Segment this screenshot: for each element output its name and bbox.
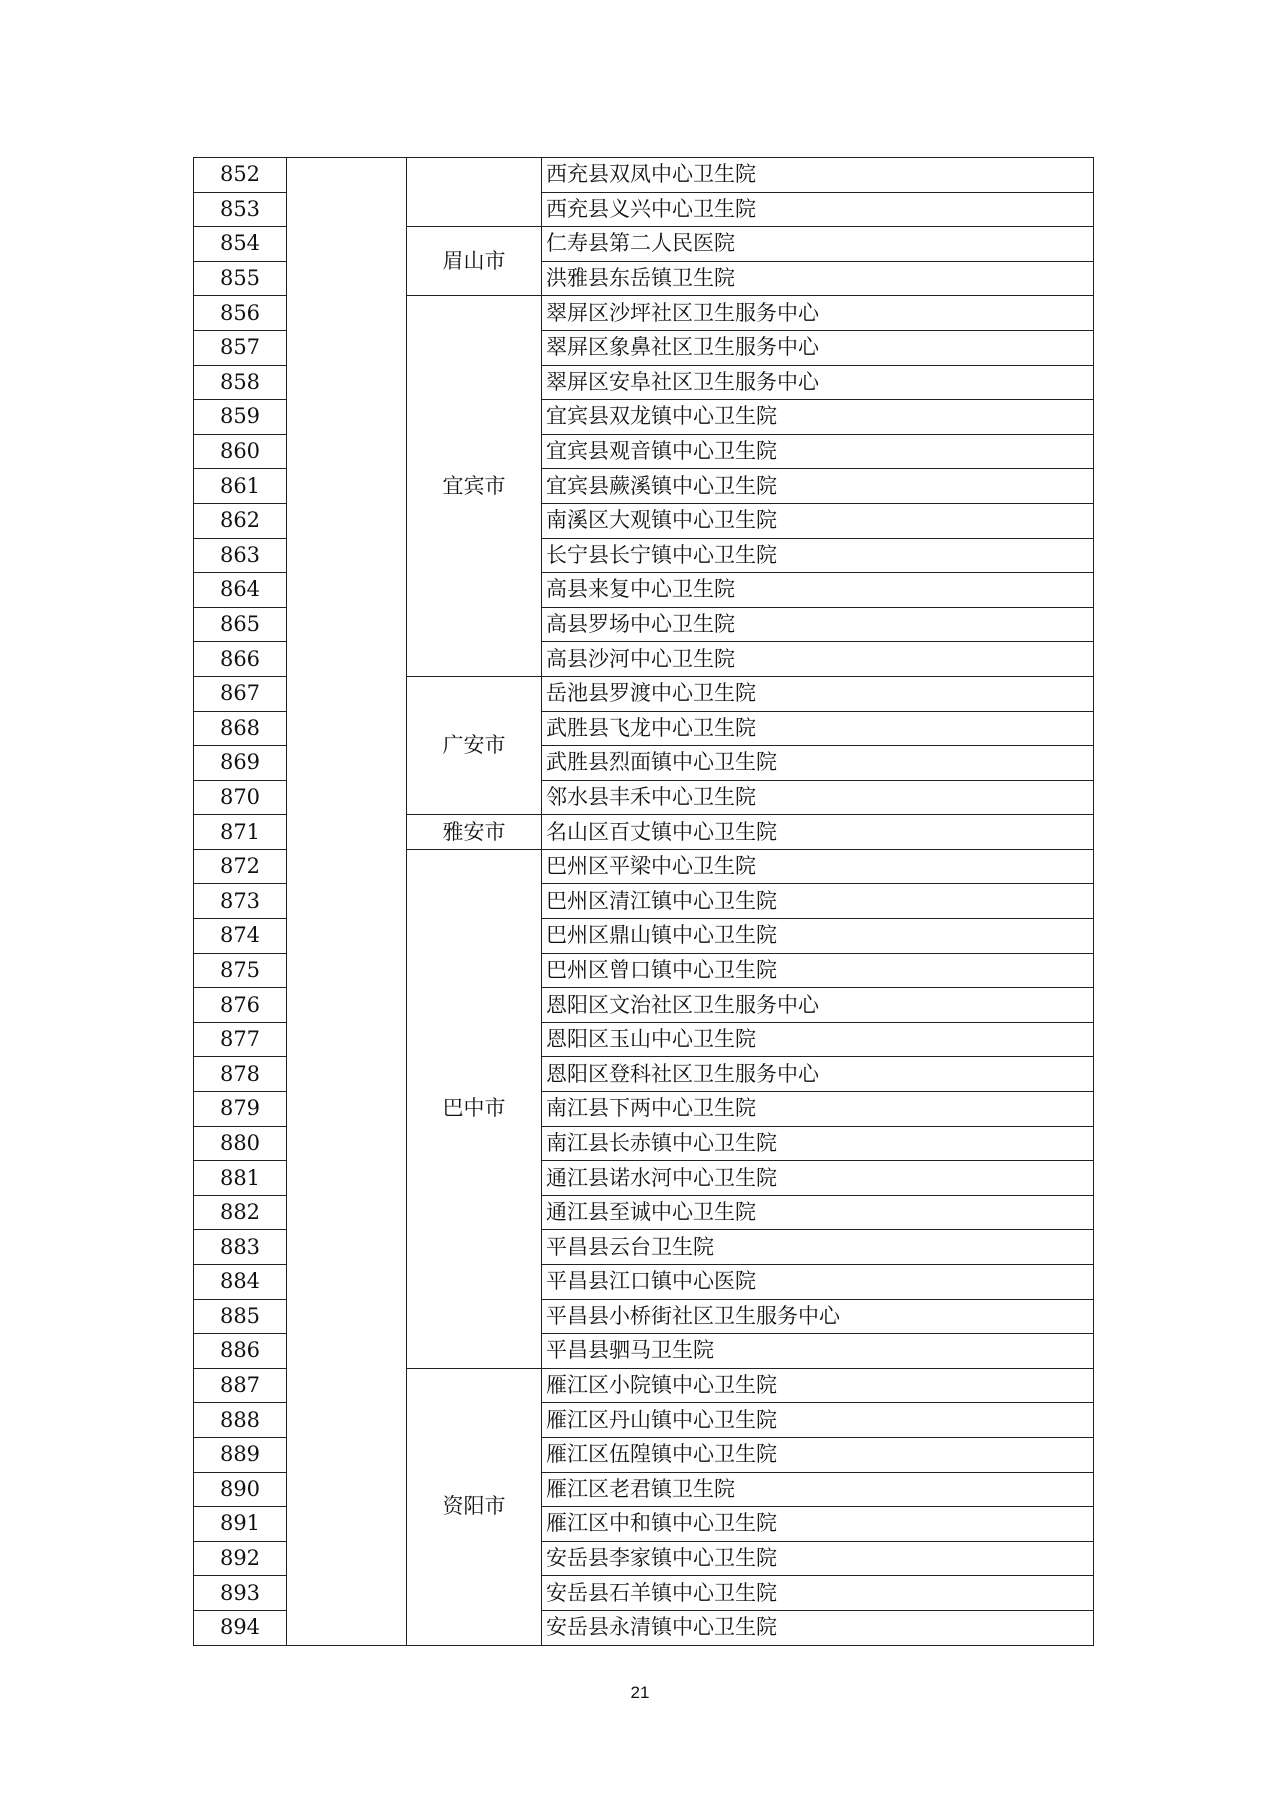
city-cell: 眉山市 [407, 227, 542, 296]
row-number: 885 [194, 1299, 287, 1334]
table-body [194, 158, 1094, 1646]
institution-name: 平昌县小桥街社区卫生服务中心 [542, 1299, 1094, 1334]
institution-name: 岳池县罗渡中心卫生院 [542, 676, 1094, 711]
row-number: 862 [194, 503, 287, 538]
province-cell [287, 158, 407, 1646]
row-number: 872 [194, 849, 287, 884]
row-number: 865 [194, 607, 287, 642]
row-number: 887 [194, 1368, 287, 1403]
row-number: 892 [194, 1541, 287, 1576]
row-number: 855 [194, 261, 287, 296]
row-number: 894 [194, 1610, 287, 1645]
institution-name: 平昌县云台卫生院 [542, 1230, 1094, 1265]
institution-name: 高县来复中心卫生院 [542, 573, 1094, 608]
row-number: 888 [194, 1403, 287, 1438]
city-cell: 资阳市 [407, 1368, 542, 1645]
row-number: 853 [194, 192, 287, 227]
institution-name: 翠屏区安阜社区卫生服务中心 [542, 365, 1094, 400]
city-cell: 广安市 [407, 676, 542, 814]
institution-name: 雁江区小院镇中心卫生院 [542, 1368, 1094, 1403]
institution-name: 平昌县江口镇中心医院 [542, 1265, 1094, 1300]
institution-name: 通江县至诚中心卫生院 [542, 1195, 1094, 1230]
row-number: 859 [194, 400, 287, 435]
row-number: 860 [194, 434, 287, 469]
row-number: 880 [194, 1126, 287, 1161]
institution-name: 巴州区平梁中心卫生院 [542, 849, 1094, 884]
institution-name: 巴州区清江镇中心卫生院 [542, 884, 1094, 919]
institution-name: 恩阳区玉山中心卫生院 [542, 1022, 1094, 1057]
institution-name: 洪雅县东岳镇卫生院 [542, 261, 1094, 296]
institution-name: 武胜县飞龙中心卫生院 [542, 711, 1094, 746]
row-number: 873 [194, 884, 287, 919]
row-number: 858 [194, 365, 287, 400]
city-cell: 雅安市 [407, 815, 542, 850]
institution-name: 翠屏区沙坪社区卫生服务中心 [542, 296, 1094, 331]
institution-name: 雁江区中和镇中心卫生院 [542, 1507, 1094, 1542]
city-cell: 巴中市 [407, 849, 542, 1368]
institution-name: 西充县双凤中心卫生院 [542, 158, 1094, 193]
row-number: 875 [194, 953, 287, 988]
row-number: 857 [194, 330, 287, 365]
row-number: 854 [194, 227, 287, 262]
institution-name: 宜宾县双龙镇中心卫生院 [542, 400, 1094, 435]
institution-name: 邻水县丰禾中心卫生院 [542, 780, 1094, 815]
row-number: 863 [194, 538, 287, 573]
row-number: 871 [194, 815, 287, 850]
row-number: 874 [194, 919, 287, 954]
row-number: 884 [194, 1265, 287, 1300]
row-number: 867 [194, 676, 287, 711]
institution-name: 通江县诺水河中心卫生院 [542, 1161, 1094, 1196]
institution-name: 仁寿县第二人民医院 [542, 227, 1094, 262]
row-number: 889 [194, 1437, 287, 1472]
institution-name: 巴州区曾口镇中心卫生院 [542, 953, 1094, 988]
row-number: 864 [194, 573, 287, 608]
institution-name: 雁江区丹山镇中心卫生院 [542, 1403, 1094, 1438]
institution-name: 安岳县永清镇中心卫生院 [542, 1610, 1094, 1645]
row-number: 893 [194, 1576, 287, 1611]
institution-name: 西充县义兴中心卫生院 [542, 192, 1094, 227]
institution-name: 南溪区大观镇中心卫生院 [542, 503, 1094, 538]
row-number: 856 [194, 296, 287, 331]
institution-name: 雁江区伍隍镇中心卫生院 [542, 1437, 1094, 1472]
institution-name: 恩阳区登科社区卫生服务中心 [542, 1057, 1094, 1092]
table-row [194, 158, 1094, 193]
institution-name: 巴州区鼎山镇中心卫生院 [542, 919, 1094, 954]
row-number: 866 [194, 642, 287, 677]
institution-name: 翠屏区象鼻社区卫生服务中心 [542, 330, 1094, 365]
row-number: 883 [194, 1230, 287, 1265]
row-number: 861 [194, 469, 287, 504]
institution-name: 高县罗场中心卫生院 [542, 607, 1094, 642]
institution-name: 长宁县长宁镇中心卫生院 [542, 538, 1094, 573]
institution-name: 宜宾县观音镇中心卫生院 [542, 434, 1094, 469]
row-number: 870 [194, 780, 287, 815]
institution-name: 南江县长赤镇中心卫生院 [542, 1126, 1094, 1161]
institution-name: 宜宾县蕨溪镇中心卫生院 [542, 469, 1094, 504]
institution-name: 南江县下两中心卫生院 [542, 1092, 1094, 1127]
institution-name: 平昌县驷马卫生院 [542, 1334, 1094, 1369]
row-number: 886 [194, 1334, 287, 1369]
row-number: 876 [194, 988, 287, 1023]
hospital-list-table [193, 157, 1094, 1646]
institution-name: 高县沙河中心卫生院 [542, 642, 1094, 677]
row-number: 869 [194, 746, 287, 781]
row-number: 868 [194, 711, 287, 746]
row-number: 891 [194, 1507, 287, 1542]
row-number: 878 [194, 1057, 287, 1092]
city-cell: 宜宾市 [407, 296, 542, 677]
row-number: 881 [194, 1161, 287, 1196]
institution-name: 雁江区老君镇卫生院 [542, 1472, 1094, 1507]
institution-name: 安岳县石羊镇中心卫生院 [542, 1576, 1094, 1611]
row-number: 877 [194, 1022, 287, 1057]
row-number: 890 [194, 1472, 287, 1507]
row-number: 882 [194, 1195, 287, 1230]
row-number: 852 [194, 158, 287, 193]
institution-name: 武胜县烈面镇中心卫生院 [542, 746, 1094, 781]
city-cell [407, 158, 542, 227]
institution-name: 安岳县李家镇中心卫生院 [542, 1541, 1094, 1576]
row-number: 879 [194, 1092, 287, 1127]
page-number: 21 [630, 1683, 650, 1702]
institution-name: 恩阳区文治社区卫生服务中心 [542, 988, 1094, 1023]
institution-name: 名山区百丈镇中心卫生院 [542, 815, 1094, 850]
